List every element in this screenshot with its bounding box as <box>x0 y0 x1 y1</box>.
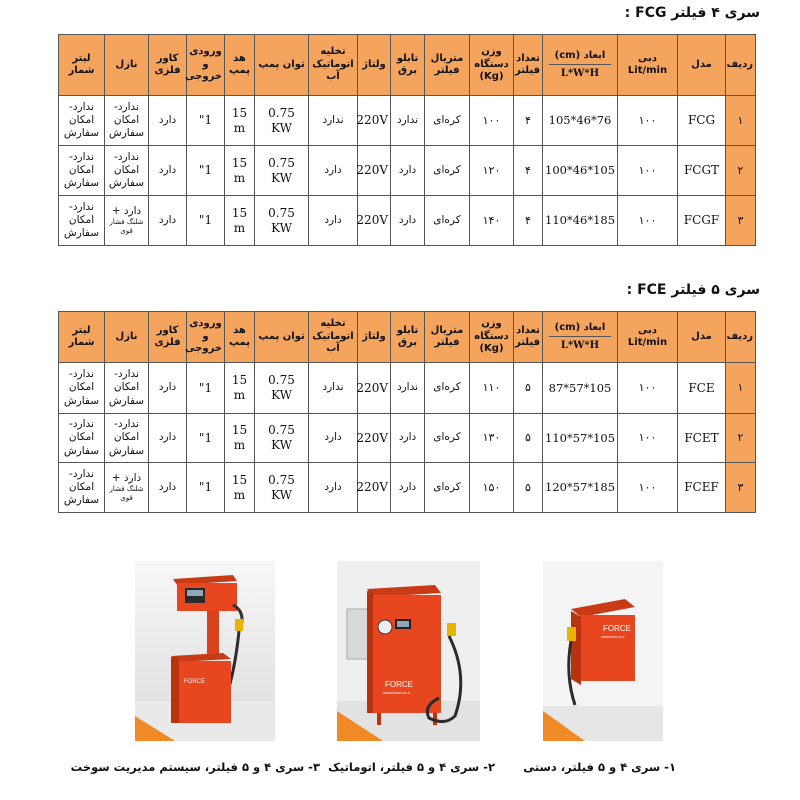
header-weight: وزن دستگاه (Kg) <box>470 35 514 96</box>
table-row <box>59 363 756 414</box>
power-cell: 0.75 KW <box>255 414 309 463</box>
meter-cell: ندارد- امکان سفارش <box>59 96 105 146</box>
header-pump-power: توان پمپ <box>255 35 309 96</box>
product-image-fuel-management <box>135 561 275 741</box>
material-cell: کره‌ای <box>425 146 470 196</box>
header-inlet-outlet: ورودی و خروجی <box>187 35 225 96</box>
panel-cell: ندارد <box>391 96 425 146</box>
header-filter-material: متریال فیلتر <box>425 312 470 363</box>
nozzle-cell <box>105 146 149 196</box>
filter-count-cell: ۵ <box>514 363 543 414</box>
dimensions-cell: 110*57*105 <box>543 414 618 463</box>
dimensions-cell: 87*57*105 <box>543 363 618 414</box>
header-auto-drain: تخلیه اتوماتیک آب <box>309 312 358 363</box>
spec-table-fcg <box>58 34 756 246</box>
head-cell: 15 m <box>225 146 255 196</box>
flow-cell: ۱۰۰ <box>618 414 678 463</box>
row-number: ۲ <box>726 414 756 463</box>
cover-cell: دارد <box>149 414 187 463</box>
nozzle-cell <box>105 96 149 146</box>
header-dimensions-unit: L*W*H <box>560 340 600 351</box>
cover-cell: دارد <box>149 96 187 146</box>
voltage-cell: 220V <box>358 96 391 146</box>
model-cell: FCET <box>678 414 726 463</box>
nozzle-text: دارد + <box>111 205 142 218</box>
weight-cell: ۱۱۰ <box>470 363 514 414</box>
weight-cell: ۱۰۰ <box>470 96 514 146</box>
nozzle-cell <box>105 363 149 414</box>
header-electric-panel: تابلو برق <box>391 35 425 96</box>
header-flow: دبی Lit/min <box>618 312 678 363</box>
material-cell: کره‌ای <box>425 196 470 246</box>
voltage-cell: 220V <box>358 146 391 196</box>
header-dimensions-label: ابعاد (cm) <box>554 321 606 333</box>
panel-cell: دارد <box>391 196 425 246</box>
power-cell: 0.75 KW <box>255 96 309 146</box>
header-model: مدل <box>678 35 726 96</box>
table-row <box>59 96 756 146</box>
header-metal-cover: کاور فلزی <box>149 35 187 96</box>
inlet-outlet-cell: 1" <box>187 414 225 463</box>
nozzle-text: ندارد- امکان سفارش <box>108 418 145 457</box>
product-brand-url: www.force.co.ir <box>383 690 411 695</box>
drain-cell: دارد <box>309 196 358 246</box>
material-cell: کره‌ای <box>425 414 470 463</box>
filter-count-cell: ۵ <box>514 414 543 463</box>
voltage-cell: 220V <box>358 363 391 414</box>
cover-cell: دارد <box>149 196 187 246</box>
table-row <box>59 414 756 463</box>
cover-cell: دارد <box>149 146 187 196</box>
header-liter-meter: لیتر شمار <box>59 312 105 363</box>
dimensions-cell: 120*57*185 <box>543 463 618 513</box>
header-pump-power: توان پمپ <box>255 312 309 363</box>
power-cell: 0.75 KW <box>255 463 309 513</box>
filter-count-cell: ۵ <box>514 463 543 513</box>
inlet-outlet-cell: 1" <box>187 196 225 246</box>
panel-cell: دارد <box>391 414 425 463</box>
header-dimensions-label: ابعاد (cm) <box>554 49 606 61</box>
nozzle-text: ندارد- امکان سفارش <box>108 368 145 407</box>
inlet-outlet-cell: 1" <box>187 363 225 414</box>
product-brand-text: FORCE <box>385 680 413 689</box>
header-inlet-outlet: ورودی و خروجی <box>187 312 225 363</box>
header-flow: دبی Lit/min <box>618 35 678 96</box>
nozzle-cell <box>105 414 149 463</box>
voltage-cell: 220V <box>358 463 391 513</box>
drain-cell: ندارد <box>309 363 358 414</box>
nozzle-extra: شلنگ فشار قوی <box>109 485 144 503</box>
model-cell: FCGF <box>678 196 726 246</box>
flow-cell: ۱۰۰ <box>618 463 678 513</box>
section-title-fce: سری ۵ فیلتر FCE : <box>626 282 760 298</box>
meter-cell: ندارد- امکان سفارش <box>59 146 105 196</box>
header-row-number: ردیف <box>726 312 756 363</box>
header-liter-meter: لیتر شمار <box>59 35 105 96</box>
header-voltage: ولتاژ <box>358 35 391 96</box>
weight-cell: ۱۲۰ <box>470 146 514 196</box>
model-cell: FCG <box>678 96 726 146</box>
header-filter-material: متریال فیلتر <box>425 35 470 96</box>
row-number: ۱ <box>726 96 756 146</box>
cover-cell: دارد <box>149 363 187 414</box>
cover-cell: دارد <box>149 463 187 513</box>
inlet-outlet-cell: 1" <box>187 146 225 196</box>
product-image-automatic <box>337 561 480 741</box>
caption-manual: ۱- سری ۴ و ۵ فیلتر، دستی <box>523 760 676 774</box>
weight-cell: ۱۵۰ <box>470 463 514 513</box>
power-cell: 0.75 KW <box>255 146 309 196</box>
nozzle-text: ندارد- امکان سفارش <box>108 150 145 190</box>
header-pump-head: هد پمپ <box>225 35 255 96</box>
filter-count-cell: ۴ <box>514 96 543 146</box>
power-cell: 0.75 KW <box>255 363 309 414</box>
section-title-fcg: سری ۴ فیلتر FCG : <box>624 5 760 21</box>
header-dimensions-unit: L*W*H <box>560 68 600 79</box>
table-row <box>59 146 756 196</box>
flow-cell: ۱۰۰ <box>618 196 678 246</box>
dimensions-cell: 100*46*105 <box>543 146 618 196</box>
nozzle-text: دارد + <box>111 472 142 485</box>
caption-automatic: ۲- سری ۴ و ۵ فیلتر، اتوماتیک <box>328 760 495 774</box>
panel-cell: دارد <box>391 146 425 196</box>
header-pump-head: هد پمپ <box>225 312 255 363</box>
flow-cell: ۱۰۰ <box>618 363 678 414</box>
model-cell: FCEF <box>678 463 726 513</box>
header-filter-count: تعداد فیلتر <box>514 35 543 96</box>
material-cell: کره‌ای <box>425 96 470 146</box>
dimensions-cell: 105*46*76 <box>543 96 618 146</box>
caption-fuel-management: ۳- سری ۴ و ۵ فیلتر، سیستم مدیریت سوخت <box>70 760 320 774</box>
drain-cell: دارد <box>309 414 358 463</box>
drain-cell: دارد <box>309 146 358 196</box>
header-model: مدل <box>678 312 726 363</box>
row-number: ۱ <box>726 363 756 414</box>
inlet-outlet-cell: 1" <box>187 96 225 146</box>
filter-count-cell: ۴ <box>514 196 543 246</box>
head-cell: 15 m <box>225 363 255 414</box>
product-image-manual <box>543 561 663 741</box>
header-metal-cover: کاور فلزی <box>149 312 187 363</box>
flow-cell: ۱۰۰ <box>618 146 678 196</box>
weight-cell: ۱۳۰ <box>470 414 514 463</box>
header-electric-panel: تابلو برق <box>391 312 425 363</box>
product-brand-url: www.force.co.ir <box>601 635 625 639</box>
meter-cell: ندارد- امکان سفارش <box>59 463 105 513</box>
panel-cell: ندارد <box>391 363 425 414</box>
meter-cell: ندارد- امکان سفارش <box>59 414 105 463</box>
header-weight: وزن دستگاه (Kg) <box>470 312 514 363</box>
header-voltage: ولتاژ <box>358 312 391 363</box>
panel-cell: دارد <box>391 463 425 513</box>
inlet-outlet-cell: 1" <box>187 463 225 513</box>
product-brand-text: FORCE <box>603 624 631 633</box>
header-nozzle: نازل <box>105 35 149 96</box>
model-cell: FCE <box>678 363 726 414</box>
meter-cell: ندارد- امکان سفارش <box>59 363 105 414</box>
dimensions-cell: 110*46*185 <box>543 196 618 246</box>
table-row <box>59 463 756 513</box>
nozzle-extra: شلنگ فشار قوی <box>109 218 144 236</box>
header-dimensions <box>543 312 618 363</box>
drain-cell: دارد <box>309 463 358 513</box>
header-filter-count: تعداد فیلتر <box>514 312 543 363</box>
nozzle-cell <box>105 196 149 246</box>
filter-count-cell: ۴ <box>514 146 543 196</box>
nozzle-cell <box>105 463 149 513</box>
table-row <box>59 196 756 246</box>
header-auto-drain: تخلیه اتوماتیک آب <box>309 35 358 96</box>
material-cell: کره‌ای <box>425 463 470 513</box>
meter-cell: ندارد- امکان سفارش <box>59 196 105 246</box>
flow-cell: ۱۰۰ <box>618 96 678 146</box>
nozzle-text: ندارد- امکان سفارش <box>108 100 145 140</box>
voltage-cell: 220V <box>358 414 391 463</box>
head-cell: 15 m <box>225 414 255 463</box>
voltage-cell: 220V <box>358 196 391 246</box>
row-number: ۳ <box>726 463 756 513</box>
row-number: ۳ <box>726 196 756 246</box>
drain-cell: ندارد <box>309 96 358 146</box>
head-cell: 15 m <box>225 196 255 246</box>
power-cell: 0.75 KW <box>255 196 309 246</box>
head-cell: 15 m <box>225 96 255 146</box>
row-number: ۲ <box>726 146 756 196</box>
head-cell: 15 m <box>225 463 255 513</box>
material-cell: کره‌ای <box>425 363 470 414</box>
product-brand-text: FORCE <box>184 679 205 685</box>
model-cell: FCGT <box>678 146 726 196</box>
header-nozzle: نازل <box>105 312 149 363</box>
header-row-number: ردیف <box>726 35 756 96</box>
header-dimensions <box>543 35 618 96</box>
weight-cell: ۱۴۰ <box>470 196 514 246</box>
spec-table-fce <box>58 311 756 513</box>
